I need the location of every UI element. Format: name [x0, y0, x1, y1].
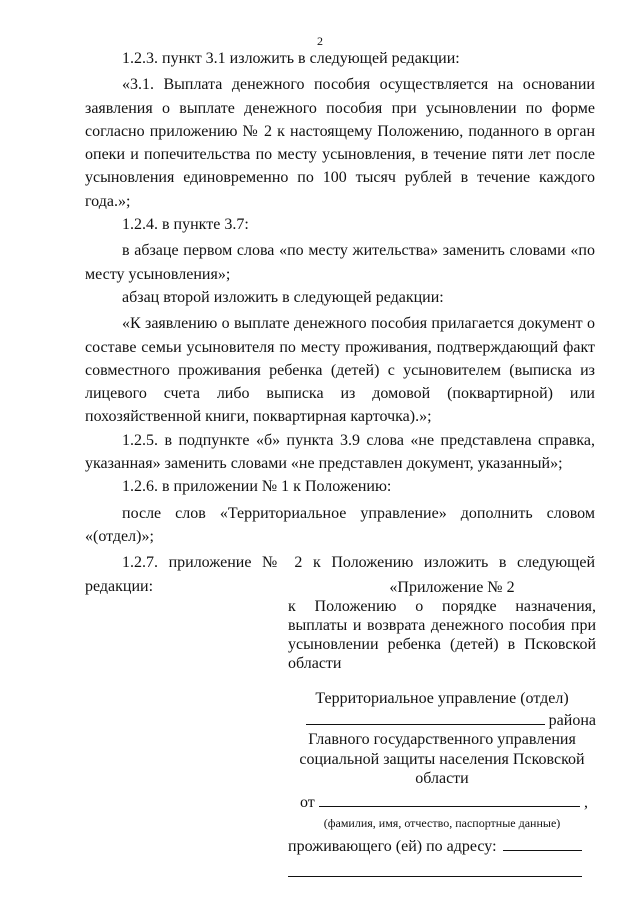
page-number: 2 [317, 34, 323, 48]
paragraph-after-words: после слов «Территориальное управление» дополнить словом «(отдел)»; [85, 504, 595, 545]
paragraph-first-abzac: в абзаце первом слова «по месту жительства» заменить словами «по месту усыновления»; [85, 242, 595, 283]
district-label: района [548, 711, 596, 729]
residing-blank [503, 835, 582, 851]
paragraph-3-1-text: «3.1. Выплата денежного пособия осуществляется на основании заявления о выплате денежного пособия при усыновлении по форме согласно приложению № 2 к настоящему Положению, поданного в орган опеки и попечительства по месту усыновления, в течение пяти лет после усыновления единовременно по 100 тысяч рублей в течение каждого года.»; [85, 76, 595, 210]
address-blank-line [288, 858, 582, 877]
paragraph-1-2-7: 1.2.7. приложение № 2 к Положению изложить в следующей редакции: [85, 554, 595, 595]
paragraph-1-2-3: 1.2.3. пункт 3.1 изложить в следующей редакции: [122, 50, 460, 67]
addressee-line-4: социальной защиты населения Псковской [299, 750, 585, 768]
residing-label: проживающего (ей) по адресу: [288, 837, 497, 855]
document-body [85, 47, 595, 598]
appendix-reference: к Положению о порядке назначения, выплаты и возврата денежного пособия при усыновлении ребенка (детей) в Псковской области [288, 598, 596, 672]
addressee-district-line [288, 709, 596, 731]
from-line [288, 791, 596, 812]
addressee-line-5: области [415, 770, 469, 787]
district-blank [306, 709, 545, 725]
paragraph-1-2-5: 1.2.5. в подпункте «б» пункта 3.9 слова «не представлена справка, указанная» заменить словами «не представлен документ, указанный»; [85, 431, 595, 473]
paragraph-document-text: «К заявлению о выплате денежного пособия прилагается документ о составе семьи усыновителя по месту проживания, подтверждающий факт совместного проживания ребенка (детей) с усыновителем (выписка из лицевого счета либо выписка из домовой (поквартирной) или похозяйственной книги, поквартирная карточка).»; [85, 315, 595, 426]
from-blank [319, 791, 580, 807]
residing-line [288, 835, 596, 856]
addressee-block [288, 689, 596, 789]
appendix-title: «Приложение № 2 [389, 579, 515, 596]
from-comma: , [584, 793, 588, 811]
paragraph-second-abzac: абзац второй изложить в следующей редакции: [122, 288, 444, 306]
addressee-line-3: Главного государственного управления [308, 731, 576, 748]
addressee-line-1: Территориальное управление (отдел) [315, 690, 569, 707]
from-caption: (фамилия, имя, отчество, паспортные данные) [323, 815, 561, 830]
appendix-block [288, 578, 596, 877]
paragraph-1-2-4: 1.2.4. в пункте 3.7: [122, 216, 249, 234]
paragraph-1-2-6: 1.2.6. в приложении № 1 к Положению: [122, 478, 392, 496]
from-label: от [300, 793, 315, 811]
